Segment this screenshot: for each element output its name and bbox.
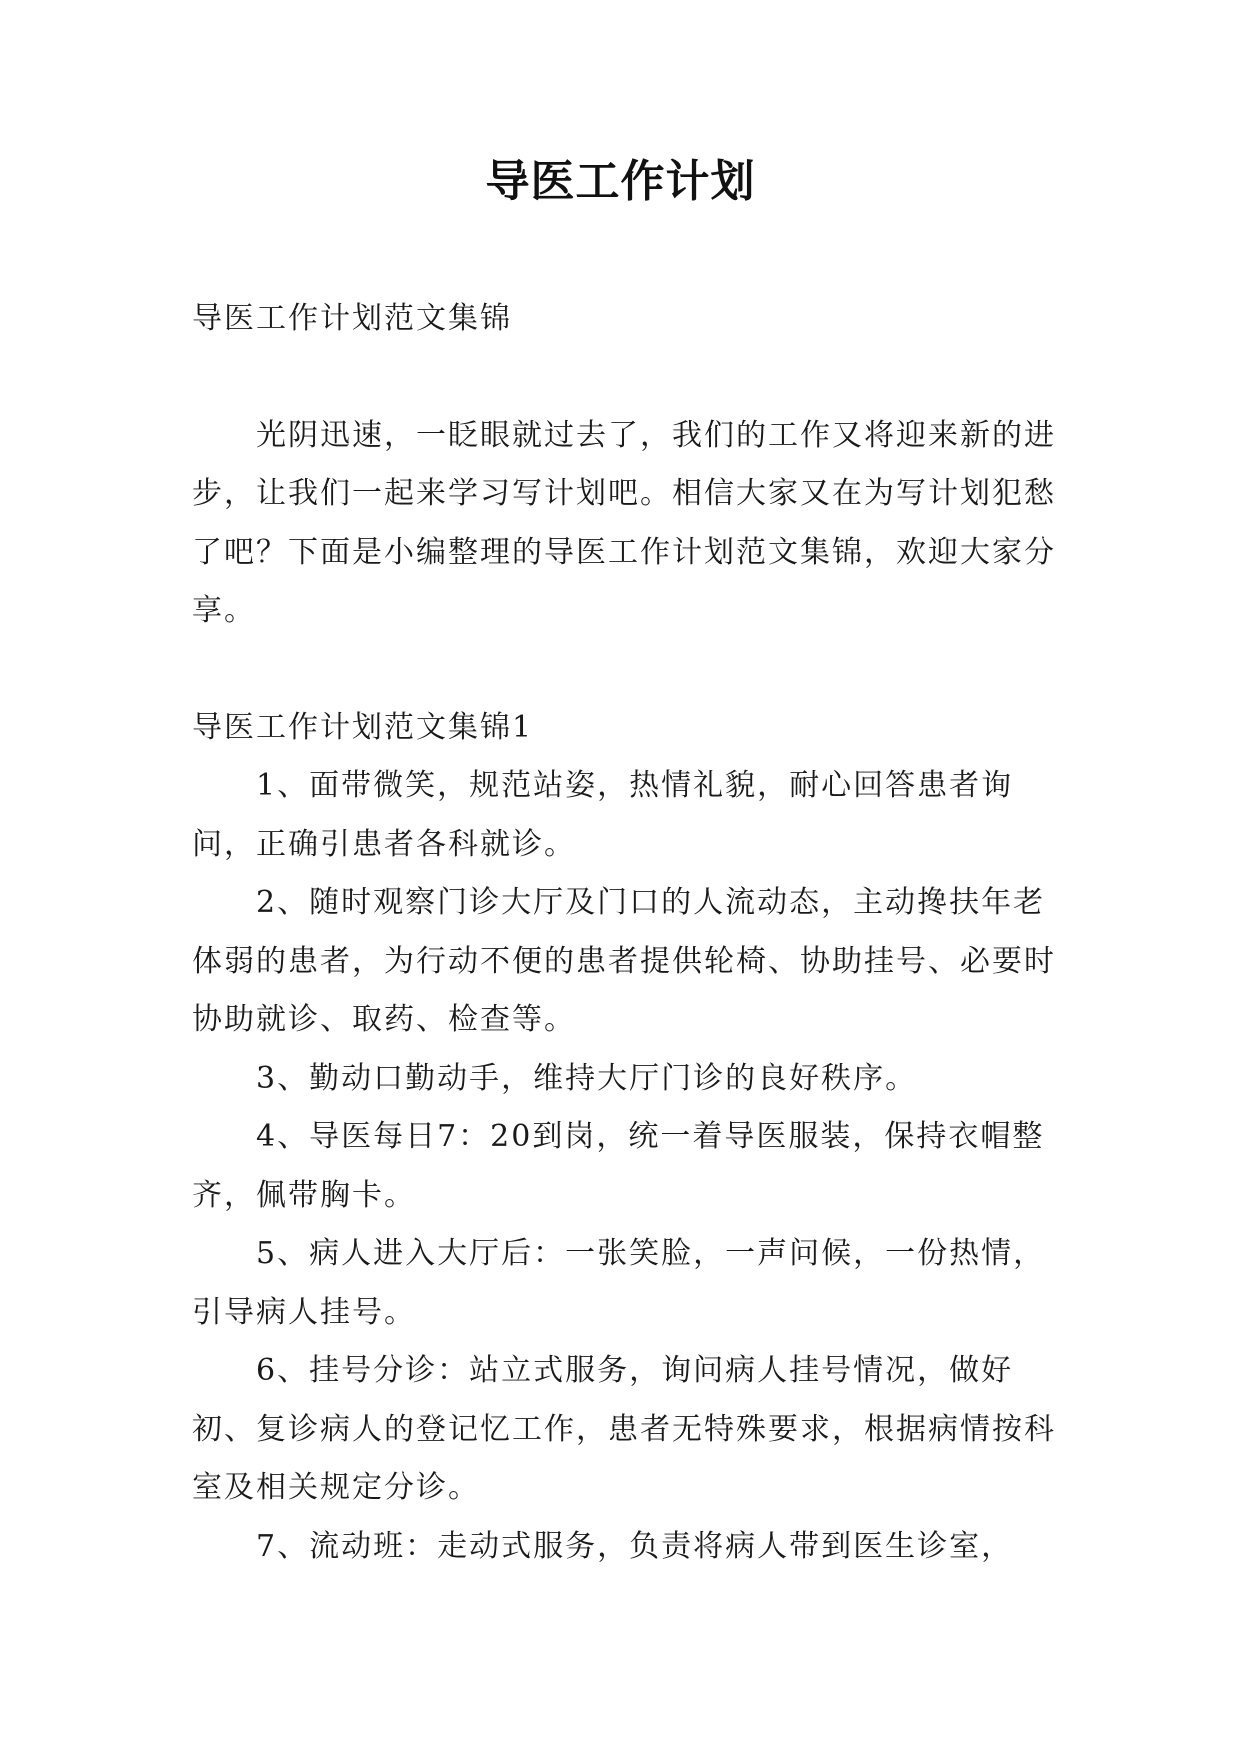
section-heading: 导医工作计划范文集锦1 bbox=[192, 709, 534, 745]
list-item: 2、随时观察门诊大厅及门口的人流动态，主动搀扶年老体弱的患者，为行动不便的患者提供轮椅、协助挂号、必要时协助就诊、取药、检查等。 bbox=[192, 885, 1056, 1037]
intro-paragraph: 光阴迅速，一眨眼就过去了，我们的工作又将迎来新的进步，让我们一起来学习写计划吧。相信大家又在为写计划犯愁了吧？下面是小编整理的导医工作计划范文集锦，欢迎大家分享。 bbox=[192, 417, 1056, 628]
document-body bbox=[192, 290, 1062, 1576]
document-title: 导医工作计划 bbox=[485, 156, 756, 207]
list-item: 6、挂号分诊：站立式服务，询问病人挂号情况，做好初、复诊病人的登记忆工作，患者无特殊要求，根据病情按科室及相关规定分诊。 bbox=[192, 1353, 1056, 1505]
list-item: 3、勤动口勤动手，维持大厅门诊的良好秩序。 bbox=[256, 1060, 918, 1096]
list-item: 5、病人进入大厅后：一张笑脸，一声问候，一份热情，引导病人挂号。 bbox=[192, 1236, 1046, 1330]
document-subtitle: 导医工作计划范文集锦 bbox=[192, 301, 512, 336]
list-item: 7、流动班：走动式服务，负责将病人带到医生诊室， bbox=[256, 1528, 1014, 1564]
list-item: 1、面带微笑，规范站姿，热情礼貌，耐心回答患者询问，正确引患者各科就诊。 bbox=[192, 768, 1014, 862]
list-item: 4、导医每日7：20到岗，统一着导医服装，保持衣帽整齐，佩带胸卡。 bbox=[192, 1119, 1045, 1213]
